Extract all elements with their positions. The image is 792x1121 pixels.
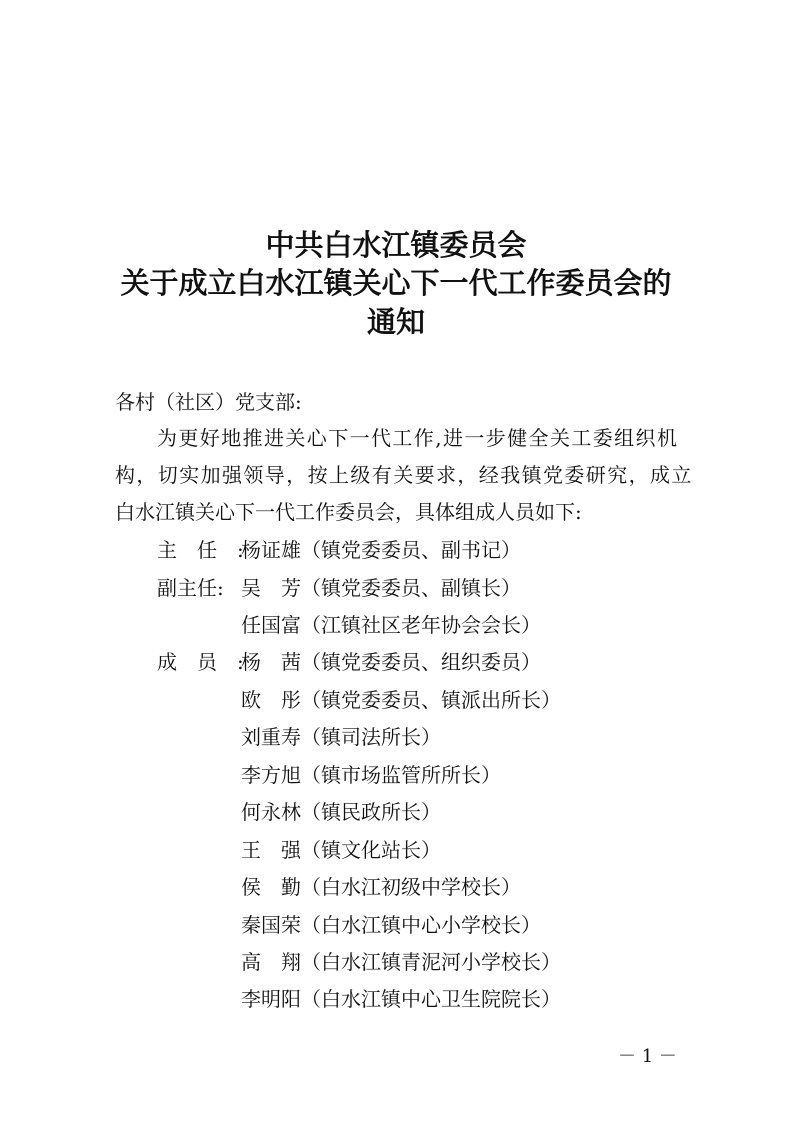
member-entry: 王 强（镇文化站长） — [241, 838, 441, 862]
page-number: － 1 － — [618, 1046, 677, 1067]
body-line-3: 白水江镇关心下一代工作委员会，具体组成人员如下: — [115, 500, 582, 524]
role-label-director: 主任: — [157, 538, 264, 562]
deputy-director-entry: 吴 芳（镇党委委员、副镇长） — [241, 576, 521, 600]
member-entry: 李明阳（白水江镇中心卫生院院长） — [241, 987, 561, 1011]
director-entry: 杨证雄（镇党委委员、副书记） — [241, 538, 521, 562]
role-label-members: 成员: — [157, 650, 264, 674]
role-label-deputy-director: 副主任: — [157, 576, 224, 600]
member-entry: 欧 彤（镇党委委员、镇派出所长） — [241, 688, 561, 712]
member-entry: 杨 茜（镇党委委员、组织委员） — [241, 650, 541, 674]
member-entry: 李方旭（镇市场监管所所长） — [241, 763, 501, 787]
body-line-2: 构，切实加强领导，按上级有关要求，经我镇党委研究，成立 — [115, 463, 693, 487]
title-line-3: 通知 — [366, 305, 425, 339]
member-entry: 刘重寿（镇司法所长） — [241, 725, 441, 749]
member-entry: 高 翔（白水江镇青泥河小学校长） — [241, 950, 561, 974]
member-entry: 何永林（镇民政所长） — [241, 800, 441, 824]
deputy-director-entry: 任国富（江镇社区老年协会会长） — [241, 613, 541, 637]
body-line-1: 为更好地推进关心下一代工作,进一步健全关工委组织机 — [157, 426, 679, 450]
title-line-2: 关于成立白水江镇关心下一代工作委员会的 — [120, 266, 672, 300]
title-line-1: 中共白水江镇委员会 — [265, 228, 527, 262]
salutation: 各村（社区）党支部: — [115, 390, 302, 414]
member-entry: 侯 勤（白水江初级中学校长） — [241, 875, 521, 899]
member-entry: 秦国荣（白水江镇中心小学校长） — [241, 913, 541, 937]
